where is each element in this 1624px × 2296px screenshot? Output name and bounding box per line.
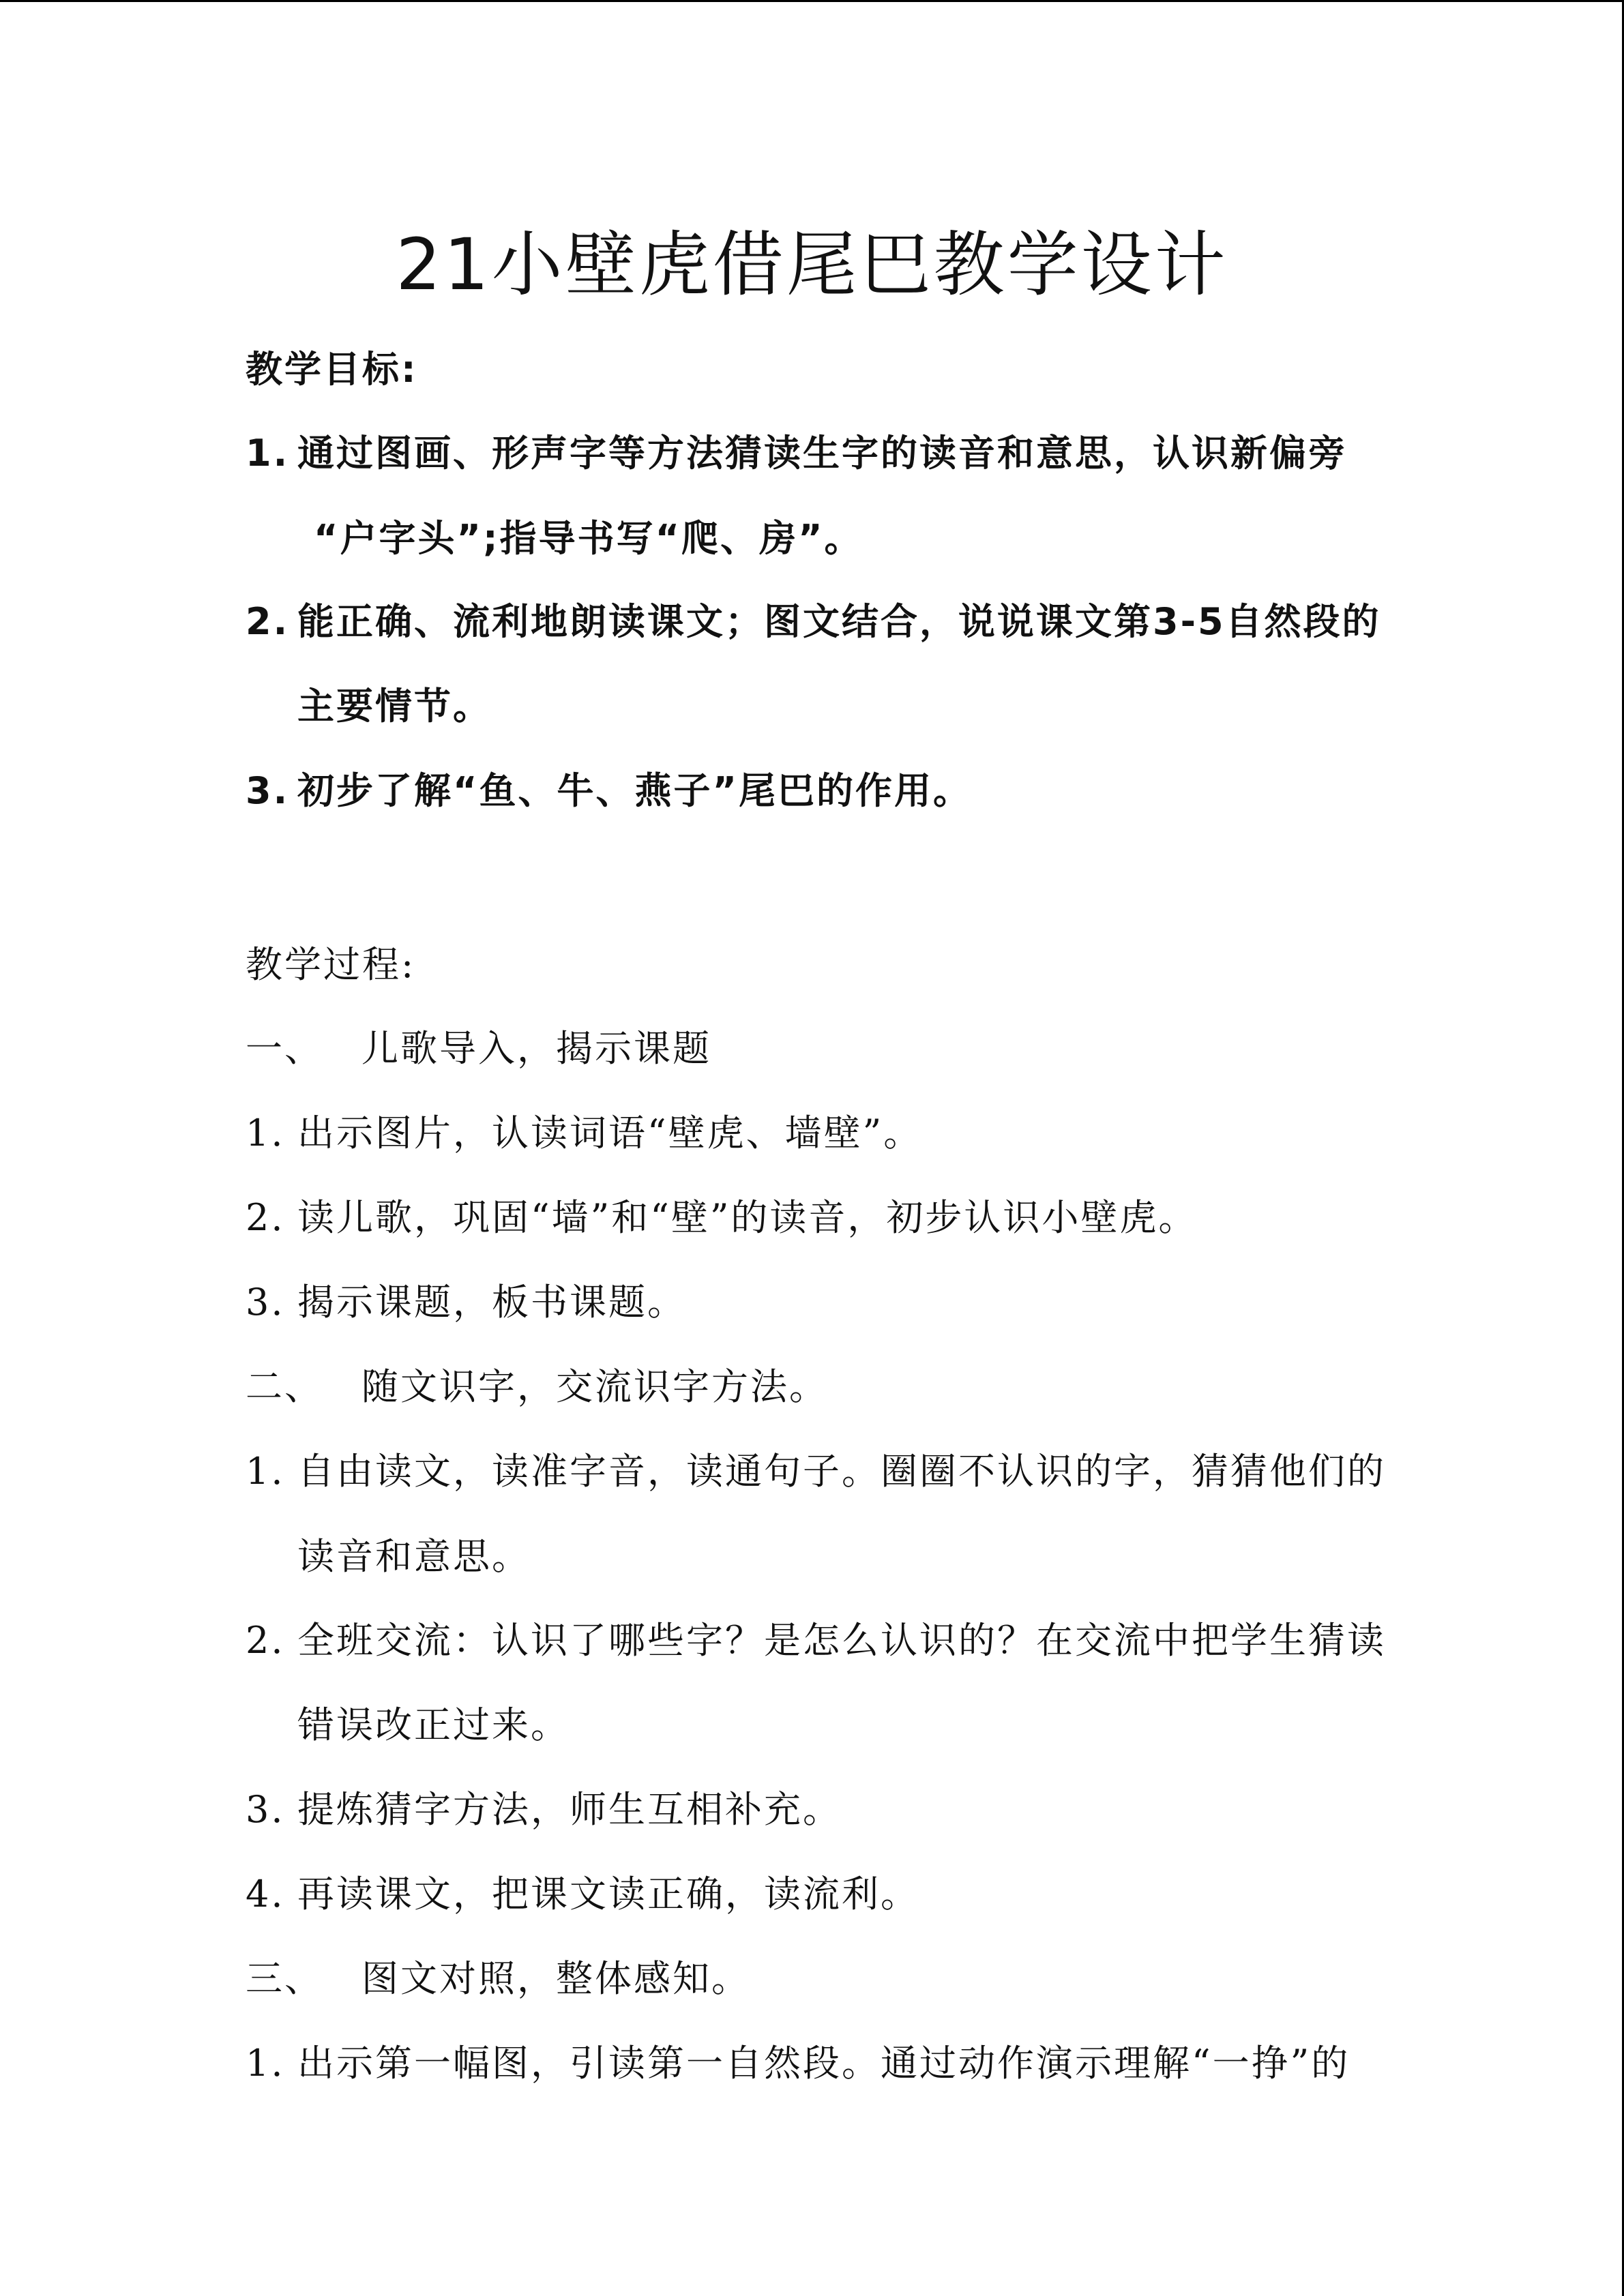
section-title: 儿歌导入，揭示课题 [361,1027,711,1070]
objective-text: 能正确、流利地朗读课文；图文结合，说说课文第3-5自然段的 [297,600,1381,643]
item-number: 4. [246,1873,285,1915]
section3-item-1 [246,2036,1371,2091]
item-text: 读儿歌，巩固“墙”和“壁”的读音，初步认识小壁虎。 [297,1196,1198,1239]
item-number: 2. [246,1619,285,1662]
section2-item-2 [246,1613,1386,1668]
item-text: 出示图片，认读词语“壁虎、墙壁”。 [297,1112,923,1154]
item-text: 全班交流：认识了哪些字？是怎么认识的？在交流中把学生猜读 [297,1619,1386,1662]
section2-item-3 [246,1783,1371,1837]
objective-item-3 [246,764,1371,818]
section-number: 三、 [246,1957,323,2000]
objective-item-1-continuation: “户字头”;指导书写“爬、房”。 [314,517,863,560]
item-number: 2. [246,1196,285,1239]
objective-number: 1. [246,432,290,475]
objective-item-1 [246,426,1371,481]
objective-item-2-continuation: 主要情节。 [297,685,492,728]
section2-item-1 [246,1444,1386,1499]
section-heading-3 [246,1952,1371,2006]
section2-item-4 [246,1867,1371,1922]
section1-item-2 [246,1191,1371,1245]
document-title: 21小壁虎借尾巴教学设计 [396,223,1228,306]
section1-item-1 [246,1106,1371,1161]
item-number: 1. [246,2042,285,2085]
section-heading-2 [246,1360,1371,1414]
section1-item-3 [246,1275,1371,1330]
section2-item-1-continuation: 读音和意思。 [297,1535,531,1578]
section-number: 二、 [246,1365,323,1408]
objective-text: 初步了解“鱼、牛、燕子”尾巴的作用。 [297,769,972,812]
section-heading-1 [246,1022,1371,1076]
item-text: 出示第一幅图，引读第一自然段。通过动作演示理解“一挣”的 [297,2042,1350,2085]
item-number: 1. [246,1450,285,1493]
section2-item-2-continuation: 错误改正过来。 [297,1703,570,1746]
page-top-border [0,0,1624,2]
section-title: 图文对照，整体感知。 [361,1957,750,2000]
objective-number: 2. [246,600,290,643]
objectives-heading: 教学目标: [246,348,418,391]
item-number: 3. [246,1281,285,1324]
item-text: 揭示课题，板书课题。 [297,1281,686,1324]
item-text: 再读课文，把课文读正确，读流利。 [297,1873,919,1915]
item-number: 3. [246,1788,285,1831]
item-number: 1. [246,1112,285,1154]
process-heading: 教学过程: [246,943,416,986]
item-text: 自由读文，读准字音，读通句子。圈圈不认识的字，猜猜他们的 [297,1450,1386,1493]
objective-number: 3. [246,769,290,812]
item-text: 提炼猜字方法，师生互相补充。 [297,1788,842,1831]
section-number: 一、 [246,1027,323,1070]
section-title: 随文识字，交流识字方法。 [361,1365,828,1408]
objective-item-2 [246,595,1381,649]
objective-text: 通过图画、形声字等方法猜读生字的读音和意思，认识新偏旁 [297,432,1347,475]
